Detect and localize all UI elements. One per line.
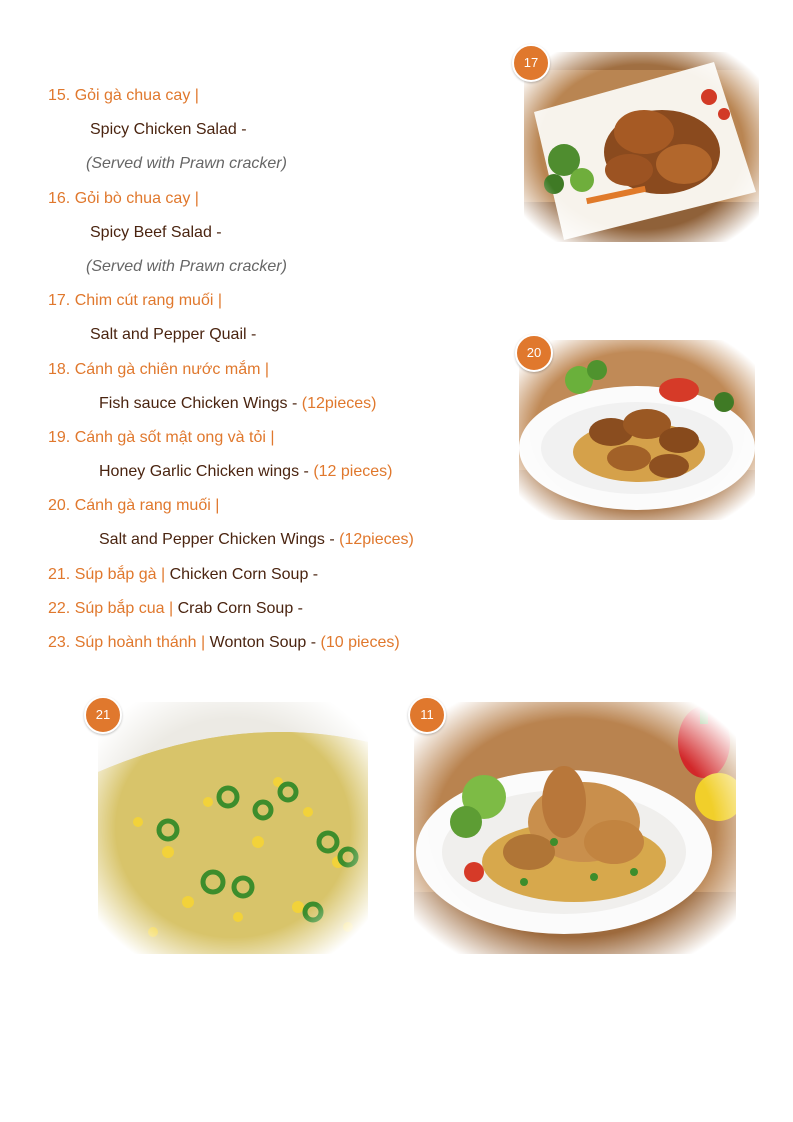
menu-item-15-vn: 15. Gỏi gà chua cay |: [48, 87, 199, 104]
menu-item-16-vn: 16. Gỏi bò chua cay |: [48, 189, 199, 207]
chicken-wings-salad-photo: [524, 52, 759, 242]
corn-soup-photo: [98, 702, 368, 954]
menu-item-19-en: Honey Garlic Chicken wings - (12 pieces): [99, 463, 393, 481]
menu-item-21: 21. Súp bắp gà | Chicken Corn Soup -: [48, 565, 319, 583]
menu-item-17-en: Salt and Pepper Quail -: [90, 326, 257, 344]
chicken-wings-plate-photo: [519, 340, 755, 520]
badge-11: 11: [408, 696, 446, 734]
badge-17: 17: [512, 44, 550, 82]
menu-item-20-en: Salt and Pepper Chicken Wings - (12pieces): [99, 531, 414, 549]
menu-item-15-note: (Served with Prawn cracker): [86, 155, 287, 173]
badge-21: 21: [84, 696, 122, 734]
menu-item-17-vn: 17. Chim cút rang muối |: [48, 292, 223, 310]
menu-item-20-qty: (12pieces): [339, 531, 414, 549]
menu-item-18-en: Fish sauce Chicken Wings - (12pieces): [99, 394, 377, 412]
menu-item-19-vn: 19. Cánh gà sốt mật ong và tỏi |: [48, 428, 275, 446]
menu-item-23-qty: (10 pieces): [320, 634, 400, 651]
menu-item-16-note: (Served with Prawn cracker): [86, 257, 287, 275]
menu-item-15-en: Spicy Chicken Salad -: [90, 121, 247, 139]
menu-item-16-en: Spicy Beef Salad -: [90, 223, 222, 241]
menu-item-20-vn: 20. Cánh gà rang muối |: [48, 497, 220, 515]
menu-item-22: 22. Súp bắp cua | Crab Corn Soup -: [48, 599, 303, 617]
salt-pepper-crab-photo: [414, 702, 736, 954]
menu-item-18-qty: (12pieces): [301, 394, 377, 412]
badge-20: 20: [515, 334, 553, 372]
menu-item-23: 23. Súp hoành thánh | Wonton Soup - (10 pieces): [48, 634, 400, 651]
menu-item-18-vn: 18. Cánh gà chiên nước mắm |: [48, 360, 270, 378]
menu-list: [48, 84, 478, 665]
menu-item-19-qty: (12 pieces): [313, 463, 393, 481]
